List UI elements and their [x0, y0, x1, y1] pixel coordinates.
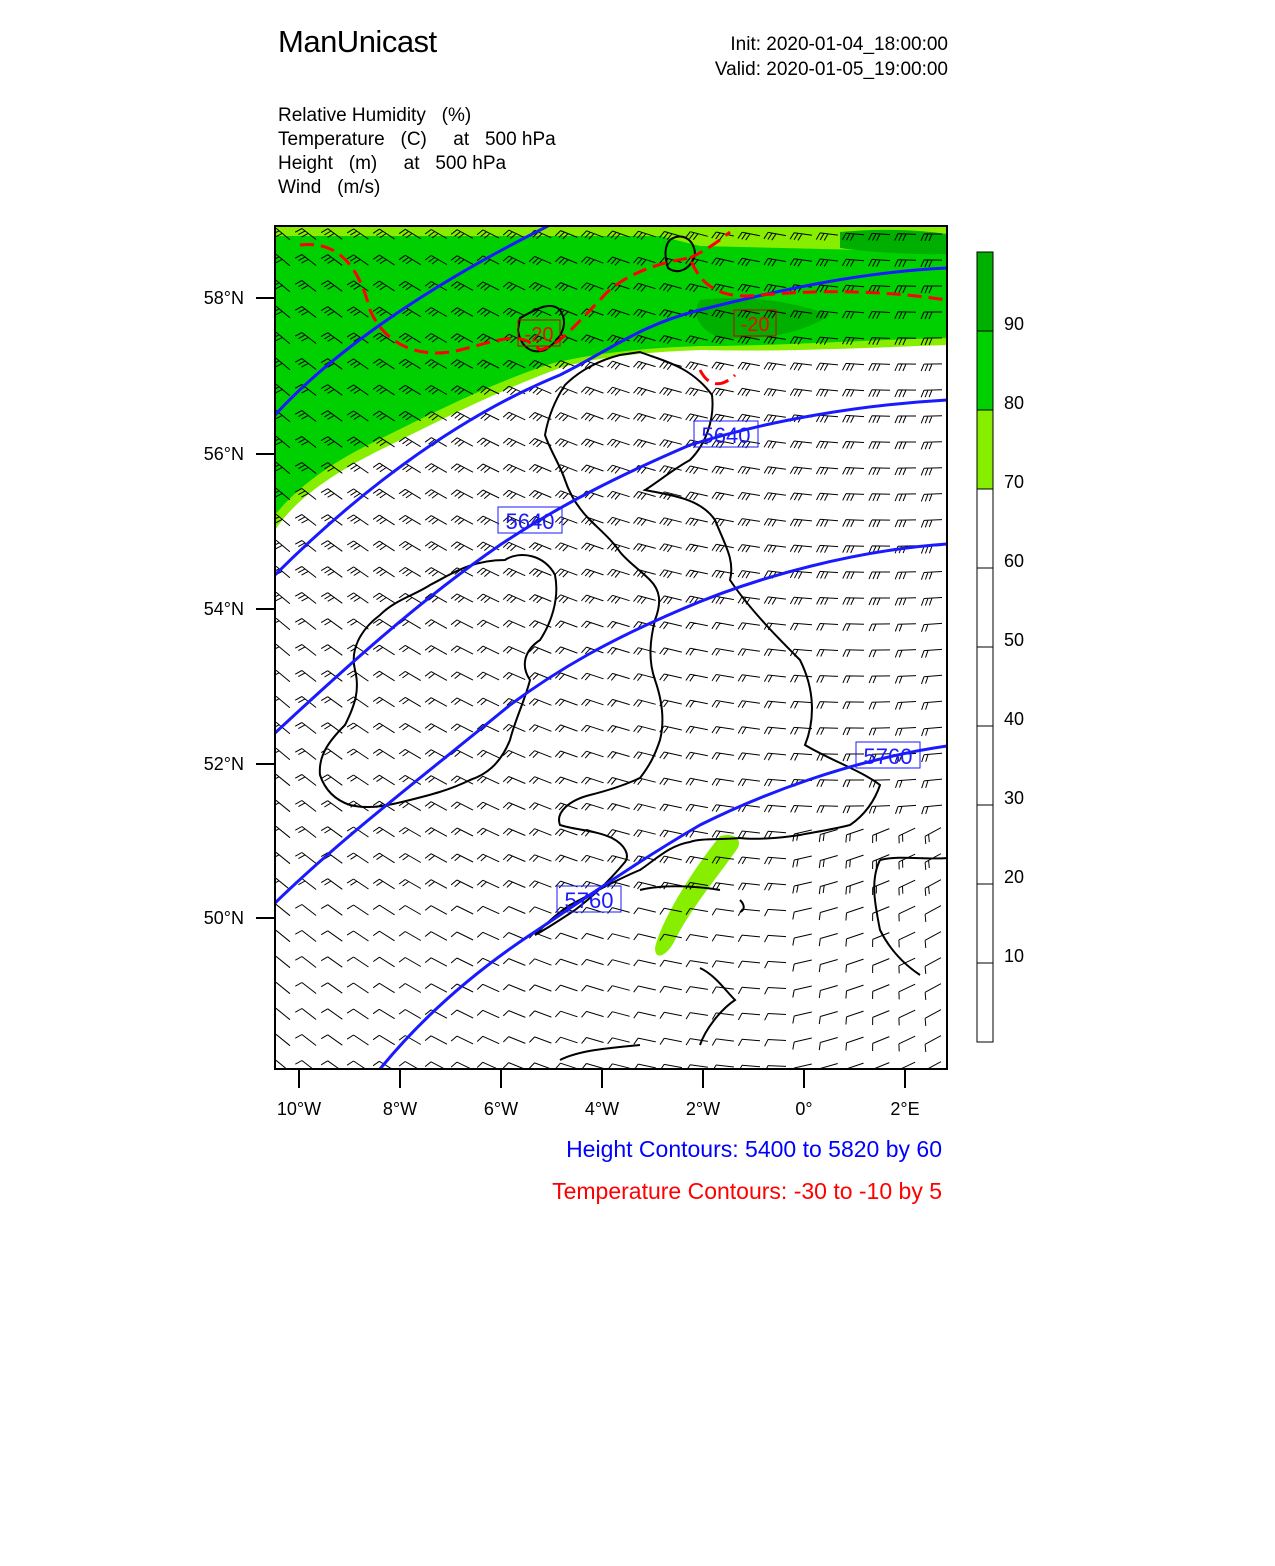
colorbar-bin-60-70	[977, 489, 993, 568]
field-label-height: Height (m) at 500 hPa	[278, 153, 507, 174]
lat-label: 54°N	[203, 599, 244, 619]
colorbar-bin-70-80	[977, 410, 993, 489]
colorbar-label: 90	[1004, 314, 1025, 334]
colorbar-label: 40	[1004, 709, 1025, 729]
temperature-contours-note: Temperature Contours: -30 to -10 by 5	[552, 1178, 942, 1204]
valid-time: Valid: 2020-01-05_19:00:00	[714, 59, 948, 80]
height-label: 5760	[564, 888, 614, 913]
lat-label: 56°N	[203, 444, 244, 464]
height-label: 5640	[701, 423, 751, 448]
lon-label: 10°W	[276, 1099, 322, 1119]
latitude-axis	[256, 298, 275, 918]
lat-label: 52°N	[203, 754, 244, 774]
colorbar-bin-0-10	[977, 963, 993, 1042]
app-title: ManUnicast	[278, 24, 437, 59]
height-contours-note: Height Contours: 5400 to 5820 by 60	[566, 1136, 942, 1162]
lon-label: 6°W	[483, 1099, 519, 1119]
field-label-wind: Wind (m/s)	[278, 177, 381, 198]
colorbar-label: 60	[1004, 551, 1025, 571]
colorbar-label: 50	[1004, 630, 1025, 650]
lon-label: 2°W	[685, 1099, 721, 1119]
init-time: Init: 2020-01-04_18:00:00	[730, 34, 948, 55]
colorbar-bin-30-40	[977, 726, 993, 805]
colorbar-label: 10	[1004, 946, 1025, 966]
colorbar-label: 70	[1004, 472, 1025, 492]
colorbar	[977, 252, 993, 1042]
colorbar-label: 20	[1004, 867, 1025, 887]
colorbar-bin-80-90	[977, 331, 993, 410]
field-label-rh: Relative Humidity (%)	[278, 105, 472, 126]
lon-label: 0°	[795, 1099, 813, 1119]
lon-label: 2°E	[890, 1099, 920, 1119]
colorbar-bin-50-60	[977, 568, 993, 647]
colorbar-bin-90-100	[977, 252, 993, 331]
colorbar-bin-40-50	[977, 647, 993, 726]
field-label-temperature: Temperature (C) at 500 hPa	[278, 129, 556, 150]
rh-patch-channel	[655, 835, 739, 956]
temperature-label: -20	[524, 324, 554, 346]
longitude-axis	[299, 1069, 905, 1088]
colorbar-bin-10-20	[977, 884, 993, 963]
lon-label: 8°W	[382, 1099, 418, 1119]
lat-label: 58°N	[203, 288, 244, 308]
colorbar-label: 30	[1004, 788, 1025, 808]
temperature-label: -20	[740, 314, 770, 336]
height-label: 5640	[505, 509, 555, 534]
colorbar-label: 80	[1004, 393, 1025, 413]
height-label: 5760	[863, 744, 913, 769]
lat-label: 50°N	[203, 908, 244, 928]
lon-label: 4°W	[584, 1099, 620, 1119]
colorbar-bin-20-30	[977, 805, 993, 884]
